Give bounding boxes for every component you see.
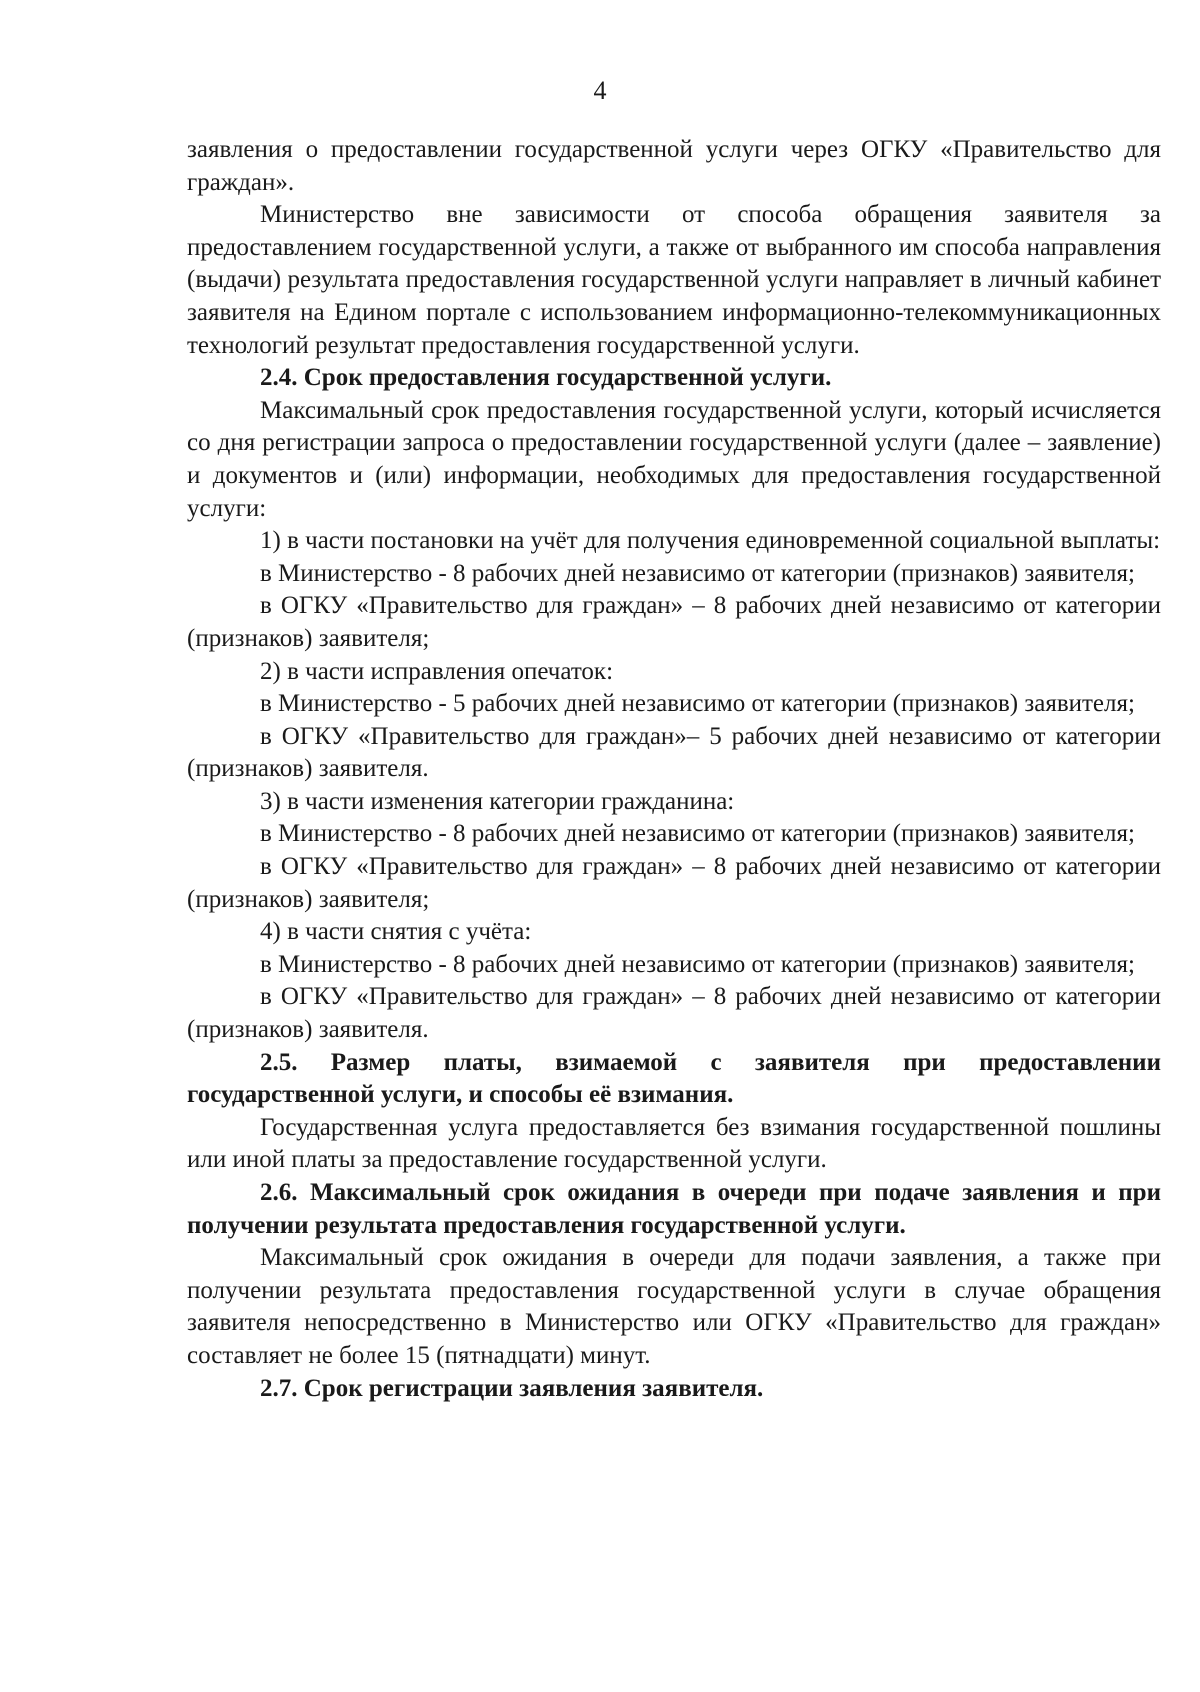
- list-item: в Министерство - 8 рабочих дней независимо от категории (признаков) заявителя;: [260, 559, 1135, 587]
- list-item: в ОГКУ «Правительство для граждан» – 8 рабочих дней независимо от категории (признаков) заявителя.: [187, 983, 1161, 1044]
- paragraph: Министерство вне зависимости от способа обращения заявителя за предоставлением государственной услуги, а также от выбранного им способа направления (выдачи) результата предоставления государственной услуги направляет в личный кабинет заявителя на Едином портале с использованием информационно-телекоммуникационных технологий результат предоставления государственной услуги.: [187, 201, 1161, 359]
- list-item: в ОГКУ «Правительство для граждан» – 8 рабочих дней независимо от категории (признаков) заявителя;: [187, 853, 1161, 913]
- list-item: 1) в части постановки на учёт для получения единовременной социальной выплаты:: [260, 527, 1161, 555]
- paragraph: Максимальный срок предоставления государственной услуги, который исчисляется со дня регистрации запроса о предоставлении государственной услуги (далее – заявление) и документов и (или) информации, необходимых для предоставления государственной услуги:: [187, 396, 1161, 522]
- list-item: в Министерство - 8 рабочих дней независимо от категории (признаков) заявителя;: [260, 820, 1135, 848]
- section-heading: 2.6. Максимальный срок ожидания в очереди при подаче заявления и при получении результата предоставления государственной услуги.: [187, 1179, 1161, 1239]
- list-item: 4) в части снятия с учёта:: [260, 918, 532, 946]
- list-item: в Министерство - 5 рабочих дней независимо от категории (признаков) заявителя;: [260, 690, 1135, 718]
- paragraph: Максимальный срок ожидания в очереди для подачи заявления, а также при получении результата предоставления государственной услуги в случае обращения заявителя непосредственно в Министерство или ОГКУ «Правительство для граждан» составляет не более 15 (пятнадцати) минут.: [187, 1244, 1161, 1369]
- paragraph: заявления о предоставлении государственной услуги через ОГКУ «Правительство для граждан».: [187, 136, 1161, 196]
- section-heading: 2.5. Размер платы, взимаемой с заявителя при предоставлении государственной услуги, и способы её взимания.: [187, 1048, 1161, 1109]
- list-item: в Министерство - 8 рабочих дней независимо от категории (признаков) заявителя;: [260, 950, 1135, 978]
- section-heading: 2.7. Срок регистрации заявления заявителя.: [260, 1374, 764, 1402]
- list-item: 2) в части исправления опечаток:: [260, 657, 614, 685]
- page-number: 4: [593, 76, 607, 105]
- section-heading: 2.4. Срок предоставления государственной услуги.: [260, 364, 832, 392]
- list-item: в ОГКУ «Правительство для граждан» – 8 рабочих дней независимо от категории (признаков) заявителя;: [187, 592, 1161, 652]
- list-item: в ОГКУ «Правительство для граждан»– 5 рабочих дней независимо от категории (признаков) заявителя.: [187, 722, 1161, 783]
- paragraph: Государственная услуга предоставляется без взимания государственной пошлины или иной платы за предоставление государственной услуги.: [187, 1113, 1161, 1174]
- list-item: 3) в части изменения категории гражданина:: [260, 787, 735, 815]
- document-body: [187, 134, 1161, 1405]
